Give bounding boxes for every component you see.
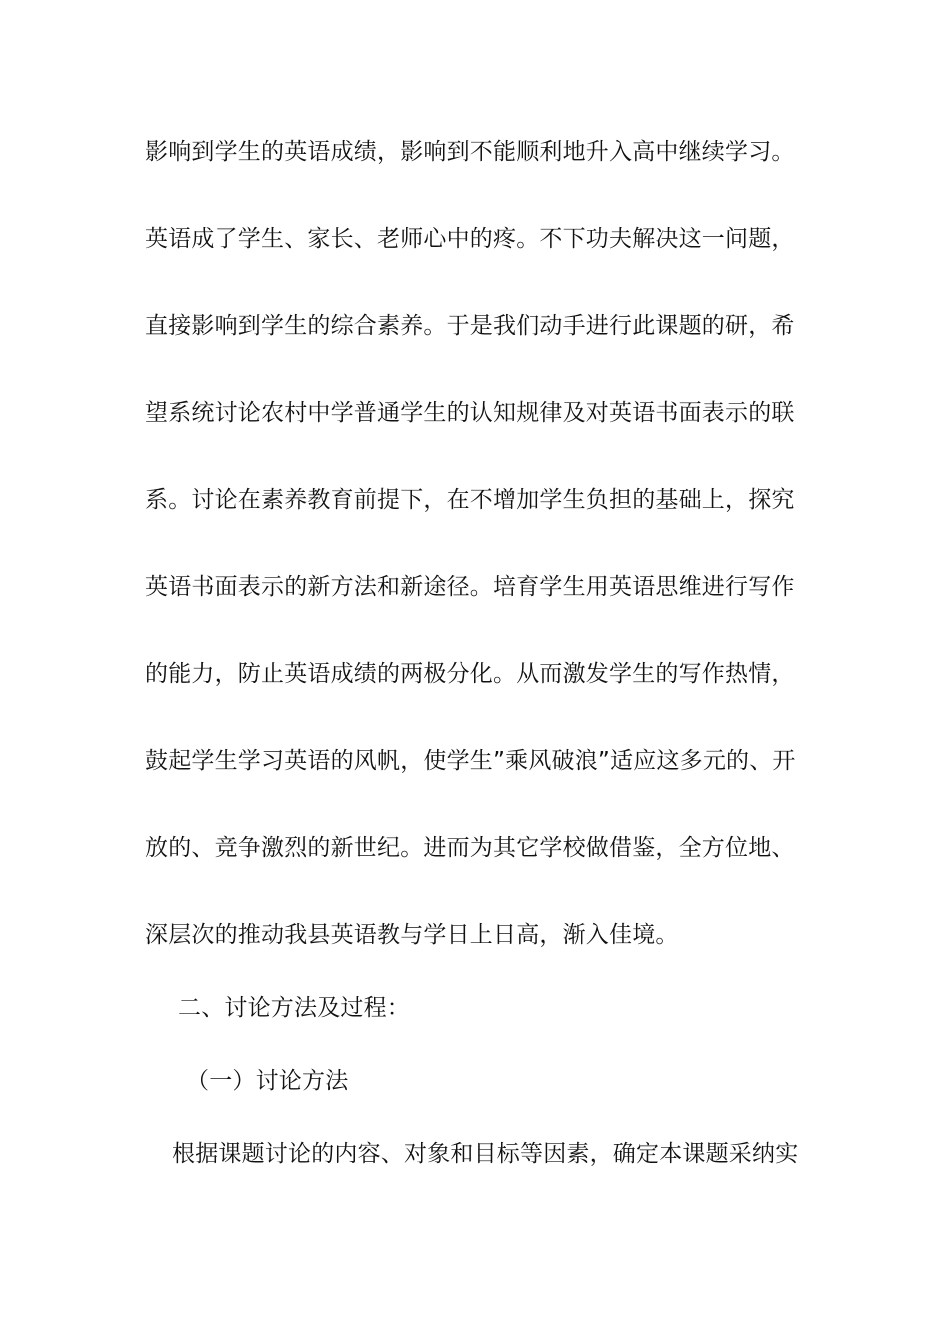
body-text-line: 鼓起学生学习英语的风帆，使学生”乘风破浪”适应这多元的、开 [145, 748, 796, 774]
paragraph-text-line: 根据课题讨论的内容、对象和目标等因素，确定本课题采纳实 [172, 1141, 799, 1167]
subsection-heading: （一）讨论方法 [186, 1068, 349, 1094]
body-text-line: 系。讨论在素养教育前提下，在不增加学生负担的基础上，探究 [145, 487, 795, 513]
body-text-line: 深层次的推动我县英语教与学日上日高，渐入佳境。 [145, 922, 679, 948]
body-text-line: 英语书面表示的新方法和新途径。培育学生用英语思维进行写作 [145, 574, 795, 600]
body-text-line: 影响到学生的英语成绩，影响到不能顺利地升入高中继续学习。 [145, 139, 795, 165]
body-text-line: 放的、竞争激烈的新世纪。进而为其它学校做借鉴，全方位地、 [145, 835, 795, 861]
body-text-line: 直接影响到学生的综合素养。于是我们动手进行此课题的研，希 [145, 313, 795, 339]
body-text-line: 望系统讨论农村中学普通学生的认知规律及对英语书面表示的联 [145, 400, 795, 426]
body-text-line: 的能力，防止英语成绩的两极分化。从而激发学生的写作热情， [145, 661, 795, 687]
section-heading: 二、讨论方法及过程： [178, 995, 410, 1021]
body-text-line: 英语成了学生、家长、老师心中的疼。不下功夫解决这一问题， [145, 226, 795, 252]
